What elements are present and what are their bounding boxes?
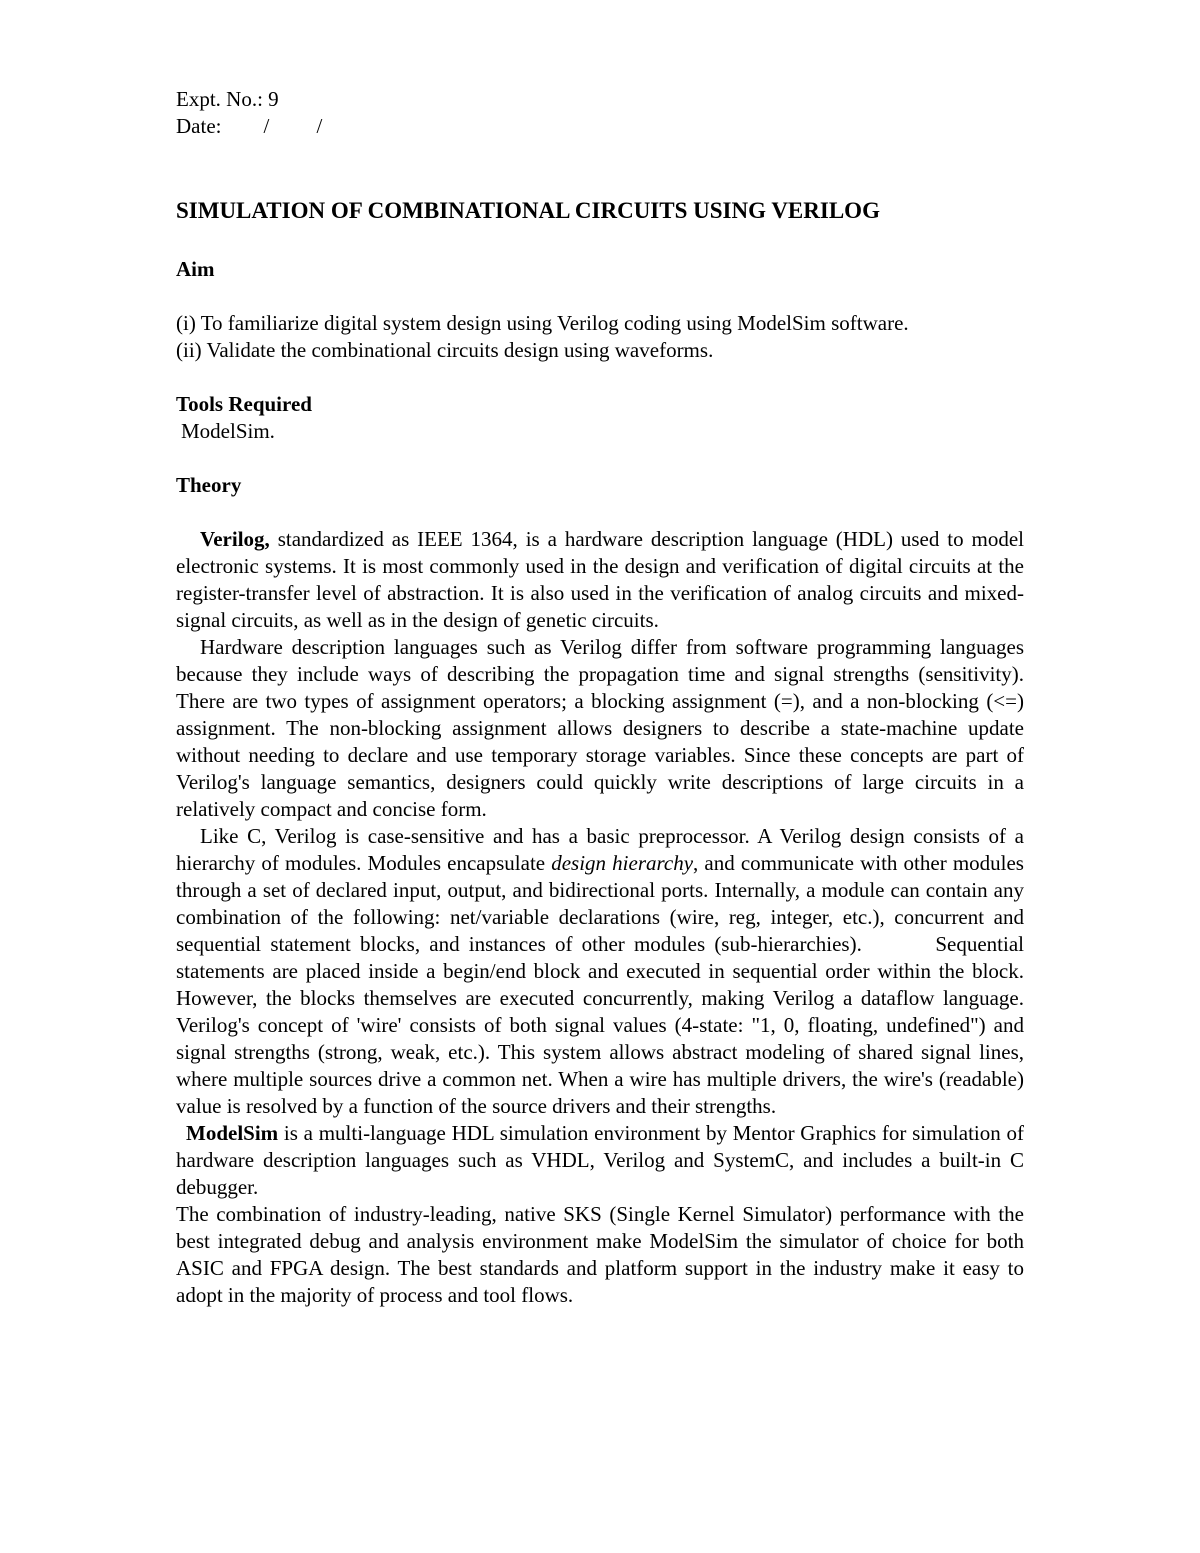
emphasis-design-hierarchy: design hierarchy — [551, 851, 694, 875]
paragraph-text: Like C, Verilog is case-sensitive and has a basic preprocessor. A Verilog design consists of a hierarchy of modules. Modules encapsulate — [176, 824, 1024, 875]
date-line: Date: / / — [176, 114, 323, 138]
theory-paragraph-modules — [176, 823, 1030, 1120]
theory-heading: Theory — [176, 473, 242, 497]
paragraph-text: is a multi-language HDL simulation environment by Mentor Graphics for simulation of hardware description languages such as VHDL, Verilog and SystemC, and includes a built-in C debugger. — [176, 1121, 1024, 1199]
theory-body — [176, 526, 1030, 1309]
tools-text: ModelSim. — [181, 419, 275, 443]
paragraph-text: standardized as IEEE 1364, is a hardware description language (HDL) used to model electronic systems. It is most commonly used in the design and verification of digital circuits at the register-transfer level of abstraction. It is also used in the verification of analog circuits and mixed-signal circuits, as well as in the design of genetic circuits. — [176, 527, 1024, 632]
tools-heading: Tools Required — [176, 392, 312, 416]
paragraph-text: , and communicate with other modules through a set of declared input, output, and bidirectional ports. Internally, a module can contain any combination of the following: net/variable declarations (wire, reg, integer, etc.), concurrent and sequential statement blocks, and instances of other modules (sub-hierarchies). Sequential statements are placed inside a begin/end block and executed in sequential order within the block. However, the blocks themselves are executed concurrently, making Verilog a dataflow language. Verilog's concept of 'wire' consists of both signal values (4-state: "1, 0, floating, undefined") and signal strengths (strong, weak, etc.). This system allows abstract modeling of shared signal lines, where multiple sources drive a common net. When a wire has multiple drivers, the wire's (readable) value is resolved by a function of the source drivers and their strengths. — [176, 851, 1030, 1118]
term-modelsim: ModelSim — [186, 1121, 279, 1145]
aim-heading: Aim — [176, 257, 215, 281]
aim-item: (i) To familiarize digital system design using Verilog coding using ModelSim software. — [176, 311, 909, 335]
document-page — [176, 86, 1030, 1309]
theory-paragraph-hdl: Hardware description languages such as Verilog differ from software programming languages because they include ways of describing the propagation time and signal strengths (sensitivity). There are two types of assignment operators; a blocking assignment (=), and a non-blocking (<=) assignment. The non-blocking assignment allows designers to describe a state-machine update without needing to declare and use temporary storage variables. Since these concepts are part of Verilog's language semantics, designers could quickly write descriptions of large circuits in a relatively compact and concise form. — [176, 635, 1024, 821]
document-title: SIMULATION OF COMBINATIONAL CIRCUITS USING VERILOG — [176, 198, 880, 223]
theory-paragraph-verilog — [176, 526, 1024, 634]
theory-paragraph-sks: The combination of industry-leading, native SKS (Single Kernel Simulator) performance with the best integrated debug and analysis environment make ModelSim the simulator of choice for both ASIC and FPGA design. The best standards and platform support in the industry make it easy to adopt in the majority of process and tool flows. — [176, 1202, 1024, 1307]
term-verilog: Verilog, — [200, 527, 270, 551]
aim-item: (ii) Validate the combinational circuits design using waveforms. — [176, 338, 714, 362]
experiment-number: Expt. No.: 9 — [176, 87, 279, 111]
theory-paragraph-modelsim — [176, 1120, 1024, 1201]
aim-list — [176, 310, 1024, 364]
